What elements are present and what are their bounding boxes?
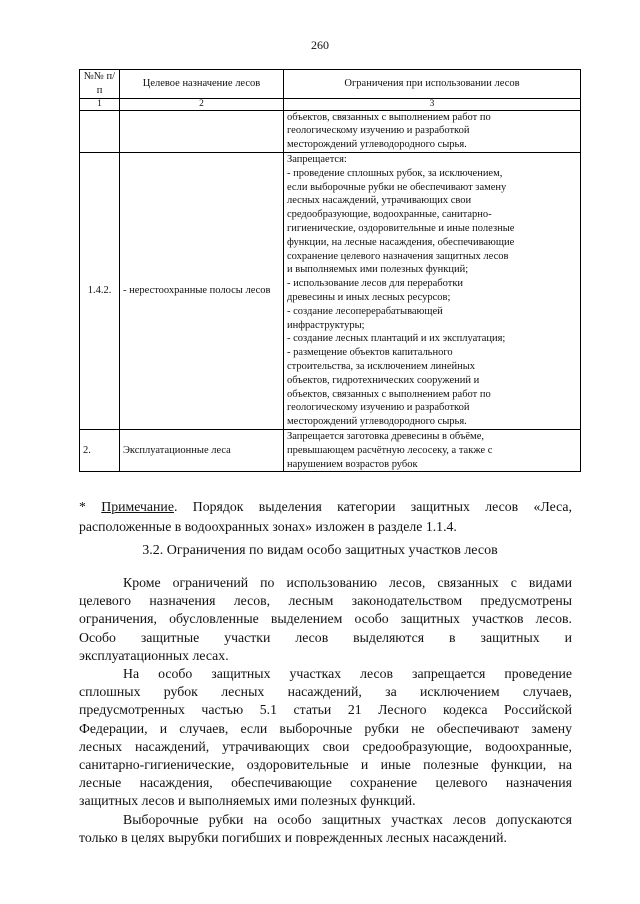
row-restrictions bbox=[284, 110, 581, 152]
table-row bbox=[80, 152, 581, 429]
restriction-line: месторождений углеводородного сырья. bbox=[287, 416, 467, 428]
text-line: лесных насаждений, утрачивающих свои средообразующие, водоохранные, bbox=[79, 738, 572, 754]
restriction-line: объектов, связанных с выполнением работ по bbox=[287, 388, 491, 400]
text-line: целевого назначения лесов, лесным законодательством предусмотрены bbox=[79, 593, 572, 609]
column-number: 2 bbox=[120, 98, 284, 110]
text-line: На особо защитных участках лесов запрещается проведение bbox=[123, 666, 572, 682]
restriction-line: - проведение сплошных рубок, за исключением, bbox=[287, 167, 503, 179]
text-line: предусмотренных частью 5.1 статьи 21 Лесного кодекса Российской bbox=[79, 702, 572, 718]
restriction-line: если выборочные рубки не обеспечивают замену bbox=[287, 181, 507, 193]
row-purpose: Эксплуатационные леса bbox=[120, 429, 284, 471]
table-row bbox=[80, 110, 581, 152]
text-line: Выборочные рубки на особо защитных участках лесов допускаются bbox=[123, 811, 572, 827]
row-purpose bbox=[120, 110, 284, 152]
restriction-line: Запрещается заготовка древесины в объёме, bbox=[287, 430, 484, 442]
restriction-line: геологическому изучению и разработкой bbox=[287, 402, 470, 414]
restriction-line: - создание лесоперерабатывающей bbox=[287, 305, 443, 317]
page-number: 260 bbox=[311, 38, 329, 52]
column-number-row bbox=[80, 98, 581, 110]
text-line: Федерации, и случаев, если выборочные рубки не обеспечивают замену bbox=[79, 720, 572, 736]
body-text bbox=[79, 574, 572, 847]
restriction-line: - размещение объектов капитального bbox=[287, 347, 453, 359]
restriction-line: средообразующие, водоохранные, санитарно- bbox=[287, 209, 492, 221]
text-line: лесные насаждения, обеспечивающие сохранение целевого назначения bbox=[79, 775, 572, 791]
paragraph bbox=[79, 574, 572, 665]
restriction-line: превышающем расчётную лесосеку, а также с bbox=[287, 444, 493, 456]
restriction-line: сохранение целевого назначения защитных лесов bbox=[287, 250, 509, 262]
text-line: эксплуатационных лесах. bbox=[79, 647, 229, 663]
text-line: Кроме ограничений по использованию лесов, связанных с видами bbox=[123, 575, 572, 590]
column-number: 1 bbox=[80, 98, 120, 110]
restriction-line: нарушением возрастов рубок bbox=[287, 458, 418, 470]
restriction-line: лесных насаждений, утрачивающих свои bbox=[287, 195, 472, 207]
paragraph bbox=[79, 665, 572, 811]
restrictions-table bbox=[79, 69, 581, 472]
restriction-line: объектов, связанных с выполнением работ по bbox=[287, 111, 491, 123]
row-purpose: - нерестоохранные полосы лесов bbox=[120, 152, 284, 429]
note-text: . Порядок выделения категории защитных лесов «Леса, расположенные в водоохранных зонах» изложен в разделе 1.1.4. bbox=[79, 499, 572, 534]
header-restrictions: Ограничения при использовании лесов bbox=[284, 70, 581, 99]
row-number: 2. bbox=[80, 429, 120, 471]
restriction-line: и выполняемых ими полезных функций; bbox=[287, 264, 469, 276]
restriction-line: гигиенические, оздоровительные и иные полезные bbox=[287, 222, 515, 234]
restriction-line: объектов, гидротехнических сооружений и bbox=[287, 374, 480, 386]
text-line: ограничения, обусловленные выделением особо защитных участков лесов. bbox=[79, 611, 572, 627]
table-note bbox=[79, 497, 572, 537]
table-header-row bbox=[80, 70, 581, 99]
row-number bbox=[80, 110, 120, 152]
restriction-line: месторождений углеводородного сырья. bbox=[287, 139, 467, 151]
restriction-line: древесины и иных лесных ресурсов; bbox=[287, 291, 451, 303]
restriction-line: строительства, за исключением линейных bbox=[287, 360, 476, 372]
header-purpose: Целевое назначение лесов bbox=[120, 70, 284, 99]
note-label: Примечание bbox=[101, 499, 174, 514]
row-number: 1.4.2. bbox=[80, 152, 120, 429]
text-line: Особо защитные участки лесов выделяются в защитных и bbox=[79, 629, 572, 645]
text-line: санитарно-гигиенические, оздоровительные и иные полезные функции, на bbox=[79, 757, 572, 773]
restriction-line: - использование лесов для переработки bbox=[287, 278, 464, 290]
paragraph bbox=[79, 811, 572, 847]
note-star: * bbox=[79, 499, 102, 514]
text-line: только в целях вырубки погибших и поврежденных лесных насаждений. bbox=[79, 829, 507, 845]
restriction-line: функции, на лесные насаждения, обеспечивающие bbox=[287, 236, 515, 248]
restriction-line: Запрещается: bbox=[287, 153, 347, 165]
column-number: 3 bbox=[284, 98, 581, 110]
restriction-line: геологическому изучению и разработкой bbox=[287, 125, 470, 137]
row-restrictions bbox=[284, 429, 581, 471]
section-heading: 3.2. Ограничения по видам особо защитных участков лесов bbox=[142, 543, 498, 558]
restriction-line: инфраструктуры; bbox=[287, 319, 365, 331]
restriction-line: - создание лесных плантаций и их эксплуатация; bbox=[287, 333, 506, 345]
text-line: сплошных рубок лесных насаждений, за исключением случаев, bbox=[79, 684, 572, 700]
text-line: защитных лесов и выполняемых ими полезных функций. bbox=[79, 793, 416, 809]
row-restrictions bbox=[284, 152, 581, 429]
header-number: №№ п/п bbox=[80, 70, 120, 99]
table-row bbox=[80, 429, 581, 471]
